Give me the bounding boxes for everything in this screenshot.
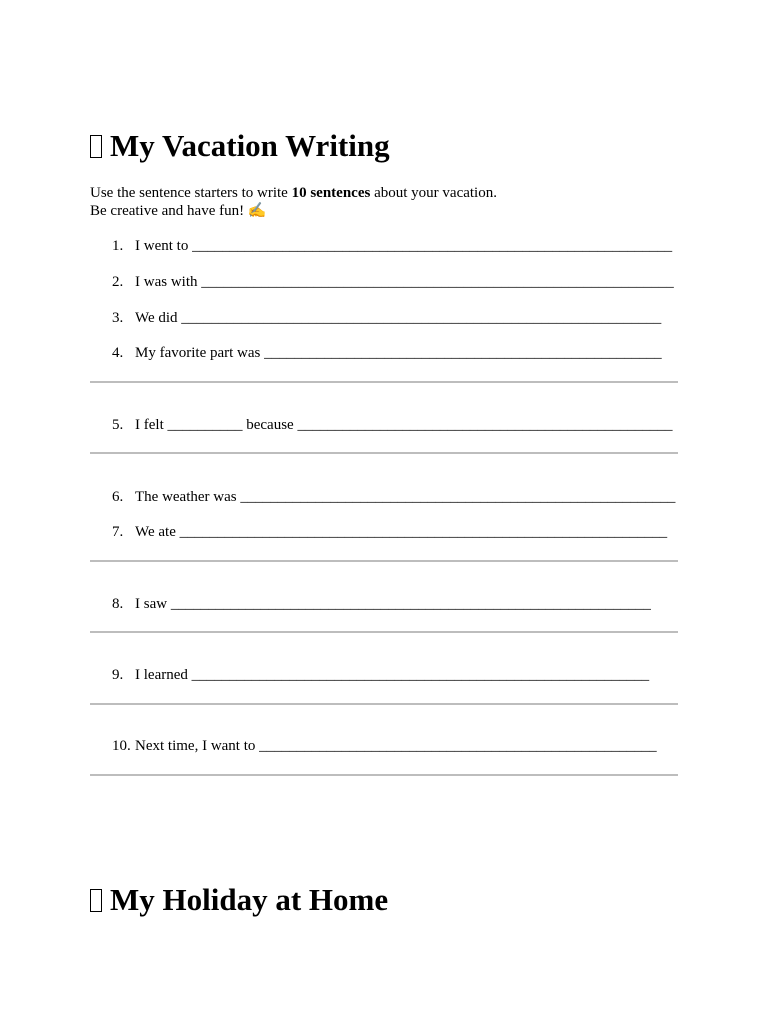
instructions [90, 184, 497, 220]
item-number: 2. [112, 274, 124, 290]
section-divider [90, 703, 678, 705]
section-divider [90, 452, 678, 454]
page-title-text: My Vacation Writing [110, 128, 390, 163]
section-title [90, 882, 388, 918]
section-divider [90, 774, 678, 776]
item-prompt: I was with _______________________________________________________________ [135, 274, 674, 290]
item-number: 4. [112, 345, 124, 361]
item-prompt: I went to ________________________________________________________________ [135, 238, 673, 254]
item-prompt: We ate _________________________________________________________________ [135, 524, 668, 540]
section-title-text: My Holiday at Home [110, 882, 389, 917]
item-prompt: The weather was __________________________________________________________ [135, 489, 676, 505]
sentence-count: 10 sentences [291, 185, 371, 201]
item-prompt: I saw ________________________________________________________________ [135, 596, 651, 612]
item-prompt: We did ________________________________________________________________ [135, 310, 662, 326]
instructions-line-2: Be creative and have fun! ✍ [90, 203, 267, 219]
item-number: 1. [112, 238, 124, 254]
item-prompt: My favorite part was _____________________________________________________ [135, 345, 662, 361]
item-number: 9. [112, 667, 124, 683]
page-title [90, 128, 390, 164]
section-divider [90, 381, 678, 383]
section-divider [90, 631, 678, 633]
item-number: 6. [112, 489, 124, 505]
section-divider [90, 560, 678, 562]
item-number: 7. [112, 524, 124, 540]
item-number: 5. [112, 417, 124, 433]
instructions-line-1: Use the sentence starters to write 10 sentences about your vacation. [90, 185, 497, 201]
missing-glyph-icon [90, 889, 102, 912]
item-number: 3. [112, 310, 124, 326]
item-number: 10. [112, 738, 131, 754]
missing-glyph-icon [90, 135, 102, 158]
item-prompt: I felt __________ because __________________________________________________ [135, 417, 673, 433]
item-number: 8. [112, 596, 124, 612]
item-prompt: Next time, I want to _____________________________________________________ [135, 738, 657, 754]
item-prompt: I learned _____________________________________________________________ [135, 667, 650, 683]
